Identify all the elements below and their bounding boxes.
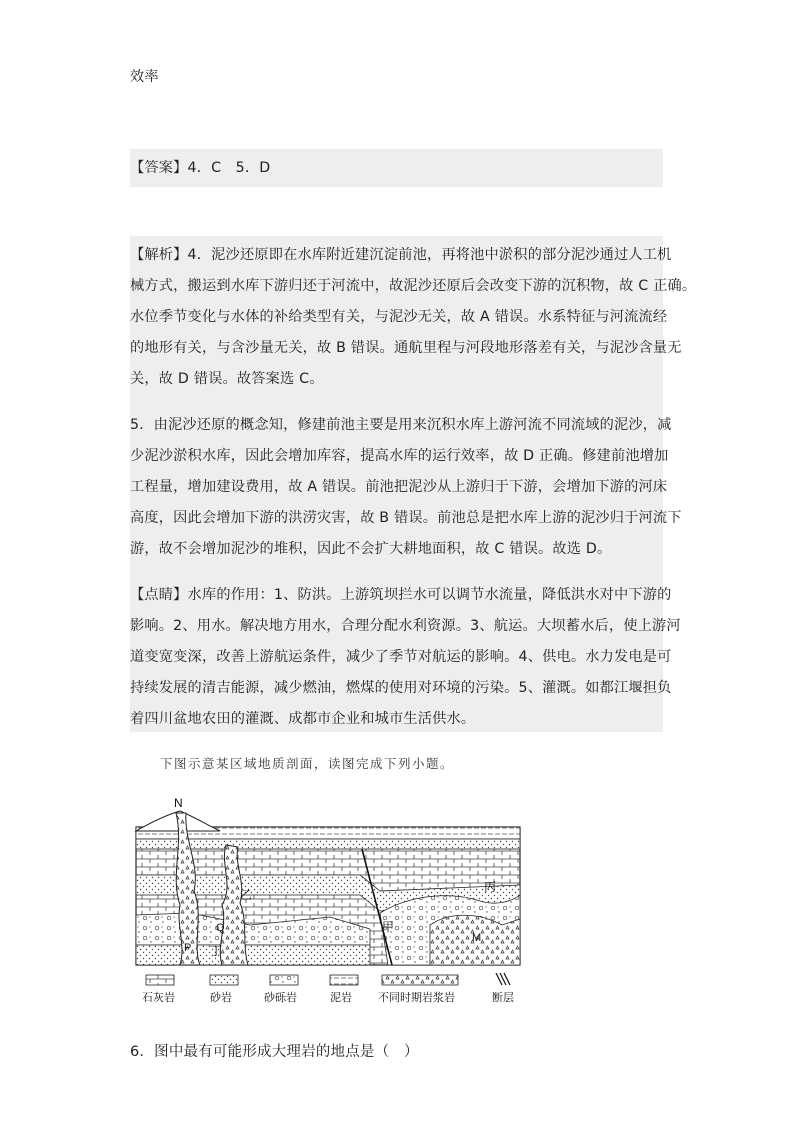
answer-line: 【答案】4．C 5．D (130, 160, 271, 176)
legend-swatch-limestone (146, 975, 174, 985)
top-word: 效率 (130, 69, 159, 85)
geologic-section-figure (130, 795, 530, 1015)
legend-label: 石灰岩 (142, 991, 175, 1004)
label-yi: 乙 (240, 888, 253, 902)
legend-label: 砂岩 (210, 991, 232, 1004)
analysis-line: 的地形有关，与含沙量无关，故 B 错误。通航里程与河段地形落差有关，与泥沙含量无 (130, 340, 682, 356)
label-ding: 丁 (210, 944, 223, 958)
legend-swatch-mudstone (330, 975, 358, 985)
analysis-line: 水位季节变化与水体的补给类型有关，与泥沙无关，故 A 错误。水系特征与河流流经 (130, 309, 668, 325)
tip-line: 影响。2、用水。解决地方用水，合理分配水利资源。3、航运。大坝蓄水后，使上游河 (130, 618, 681, 634)
legend-label: 泥岩 (330, 991, 352, 1004)
tip-line: 着四川盆地农田的灌溉、成都市企业和城市生活供水。 (130, 711, 476, 727)
legend-label: 不同时期岩浆岩 (378, 991, 455, 1004)
analysis-line: 少泥沙淤积水库，因此会增加库容，提高水库的运行效率，故 D 正确。修建前池增加 (130, 448, 669, 464)
analysis-line: 高度，因此会增加下游的洪涝灾害，故 B 错误。前池总是把水库上游的泥沙归于河流下 (130, 510, 682, 526)
tip-line: 持续发展的清吉能源，减少燃油，燃煤的使用对环境的污染。5、灌溉。如都江堰担负 (130, 680, 672, 696)
analysis-line: 关，故 D 错误。故答案选 C。 (130, 371, 324, 387)
fault-icon (496, 973, 510, 985)
question-6: 6．图中最有可能形成大理岩的地点是（ ） (130, 1044, 419, 1060)
analysis-line: 游，故不会增加泥沙的堆积，因此不会扩大耕地面积，故 C 错误。故选 D。 (130, 541, 612, 557)
tip-line: 【点睛】水库的作用：1、防洪。上游筑坝拦水可以调节水流量，降低洪水对中下游的 (130, 587, 672, 603)
analysis-block (130, 236, 697, 732)
legend-swatch-conglomerate (270, 975, 298, 985)
tip-line: 道变宽变深，改善上游航运条件，减少了季节对航运的影响。4、供电。水力发电是可 (130, 649, 672, 665)
analysis-line: 工程量，增加建设费用，故 A 错误。前池把泥沙从上游归于下游，会增加下游的河床 (130, 479, 668, 495)
analysis-line: 械方式，搬运到水库下游归还于河流中，故泥沙还原后会改变下游的沉积物，故 C 正确。 (130, 278, 697, 294)
legend-swatch-magmatic (382, 975, 458, 985)
legend (142, 973, 514, 1004)
legend-swatch-sandstone (210, 975, 238, 985)
figure-intro: 下图示意某区域地质剖面，读图完成下列小题。 (160, 756, 455, 771)
legend-label: 断层 (492, 991, 514, 1004)
label-bing: 丙 (484, 880, 497, 894)
legend-label: 砂砾岩 (264, 991, 297, 1004)
answer-block (130, 149, 663, 187)
analysis-line: 【解析】4．泥沙还原即在水库附近建沉淀前池，再将池中淤积的部分泥沙通过人工机 (130, 247, 672, 263)
analysis-line: 5．由泥沙还原的概念知，修建前池主要是用来沉积水库上游河流不同流域的泥沙，减 (130, 417, 672, 433)
label-q: Q (216, 922, 225, 934)
label-jia: 甲 (382, 920, 395, 934)
label-p: P (184, 942, 192, 954)
label-n: N (174, 796, 183, 810)
label-m: M (472, 932, 482, 944)
